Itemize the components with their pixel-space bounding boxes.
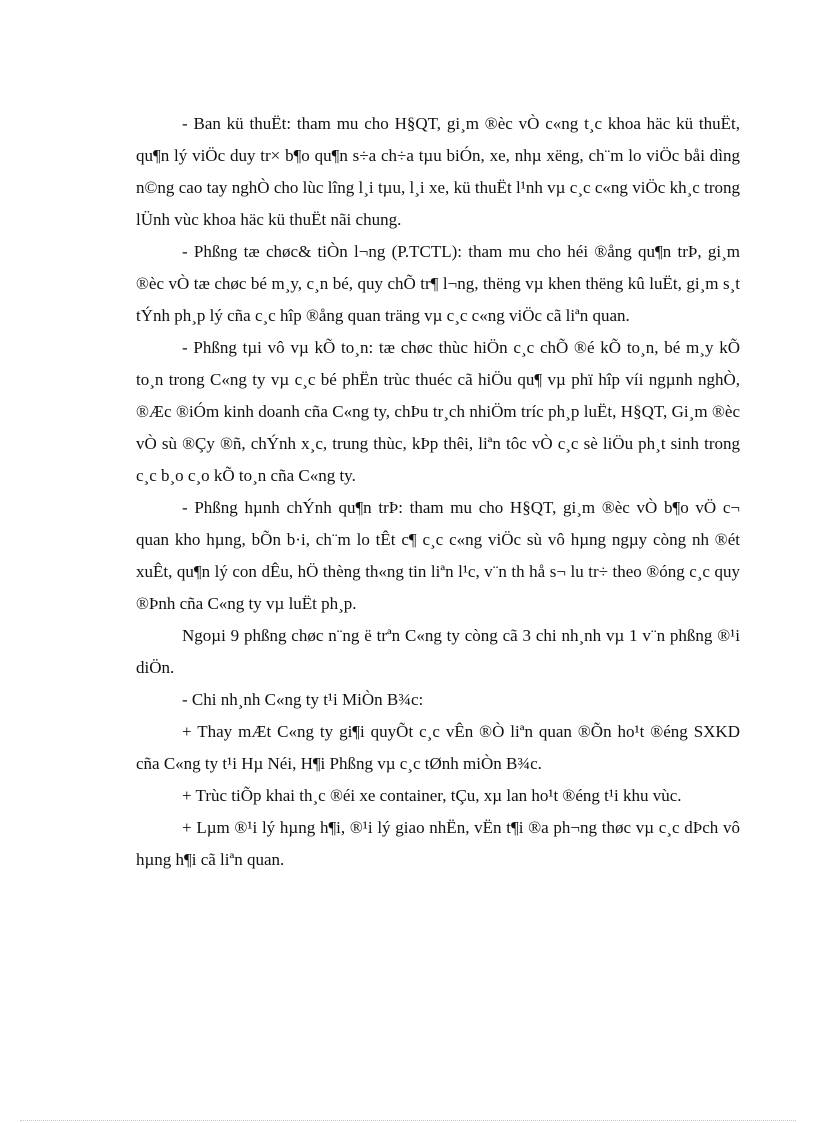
paragraph-thay-mat: + Thay mÆt C«ng ty gi¶i quyÕt c¸c vÊn ®Ò liªn quan ®Õn ho¹t ®éng SXKD cña C«ng ty t¹i Hµ Néi, H¶i Phßng vµ c¸c tØnh miÒn B¾c.	[136, 722, 740, 773]
paragraph-truc-tiep: + Trùc tiÕp khai th¸c ®éi xe container, tÇu, xµ lan ho¹t ®éng t¹i khu vùc.	[182, 786, 682, 805]
paragraph-phong-tai-vu: - Phßng tµi vô vµ kÕ to¸n: tæ chøc thùc hiÖn c¸c chÕ ®é kÕ to¸n, bé m¸y kÕ to¸n trong C«ng ty vµ c¸c bé phËn trùc thuéc cã hiÖu qu¶ vµ phï hîp víi ngµnh nghÒ, ®Æc ®iÓm kinh doanh cña C«ng ty, chÞu tr¸ch nhiÖm tríc ph¸p luËt, H§QT, Gi¸m ®èc vÒ sù ®Çy ®ñ, chÝnh x¸c, trung thùc, kÞp thêi, liªn tôc vÒ c¸c sè liÖu ph¸t sinh trong c¸c b¸o c¸o kÕ to¸n cña C«ng ty.	[136, 338, 740, 485]
page-bottom-rule	[20, 1120, 796, 1121]
paragraph-phong-to-chuc: - Phßng tæ chøc& tiÒn l¬ng (P.TCTL): tham mu cho héi ®ång qu¶n trÞ, gi¸m ®èc vÒ tæ chøc bé m¸y, c¸n bé, quy chÕ tr¶ l¬ng, thëng vµ khen thëng kû luËt, gi¸m s¸t tÝnh ph¸p lý cña c¸c hîp ®ång quan träng vµ c¸c c«ng viÖc cã liªn quan.	[136, 242, 740, 325]
paragraph-lam-dai-ly: + Lµm ®¹i lý hµng h¶i, ®¹i lý giao nhËn, vËn t¶i ®a ph¬ng thøc vµ c¸c dÞch vô hµng h¶i cã liªn quan.	[136, 818, 740, 869]
paragraph-ban-ky-thuat: - Ban kü thuËt: tham mu cho H§QT, gi¸m ®èc vÒ c«ng t¸c khoa häc kü thuËt, qu¶n lý viÖc duy tr× b¶o qu¶n s÷a ch÷a tµu biÓn, xe, nhµ xëng, ch¨m lo viÖc båi dìng n©ng cao tay nghÒ cho lùc lîng l¸i tµu, l¸i xe, kü thuËt l¹nh vµ c¸c c«ng viÖc kh¸c trong lÜnh vùc khoa häc kü thuËt nãi chung.	[136, 114, 740, 229]
paragraph-chi-nhanh-mien-bac: - Chi nh¸nh C«ng ty t¹i MiÒn B¾c:	[182, 690, 424, 709]
paragraph-phong-hanh-chinh: - Phßng hµnh chÝnh qu¶n trÞ: tham mu cho H§QT, gi¸m ®èc vÒ b¶o vÖ c¬ quan kho hµng, bÕn b·i, ch¨m lo tÊt c¶ c¸c c«ng viÖc sù vô hµng ngµy còng nh ®ét xuÊt, qu¶n lý con dÊu, hÖ thèng th«ng tin liªn l¹c, v¨n th hå s¬ lu tr÷ theo ®óng c¸c quy ®Þnh cña C«ng ty vµ luËt ph¸p.	[136, 498, 740, 613]
paragraph-chi-nhanh-intro: Ngoµi 9 phßng chøc n¨ng ë trªn C«ng ty còng cã 3 chi nh¸nh vµ 1 v¨n phßng ®¹i diÖn.	[136, 626, 740, 677]
document-body	[136, 108, 740, 876]
